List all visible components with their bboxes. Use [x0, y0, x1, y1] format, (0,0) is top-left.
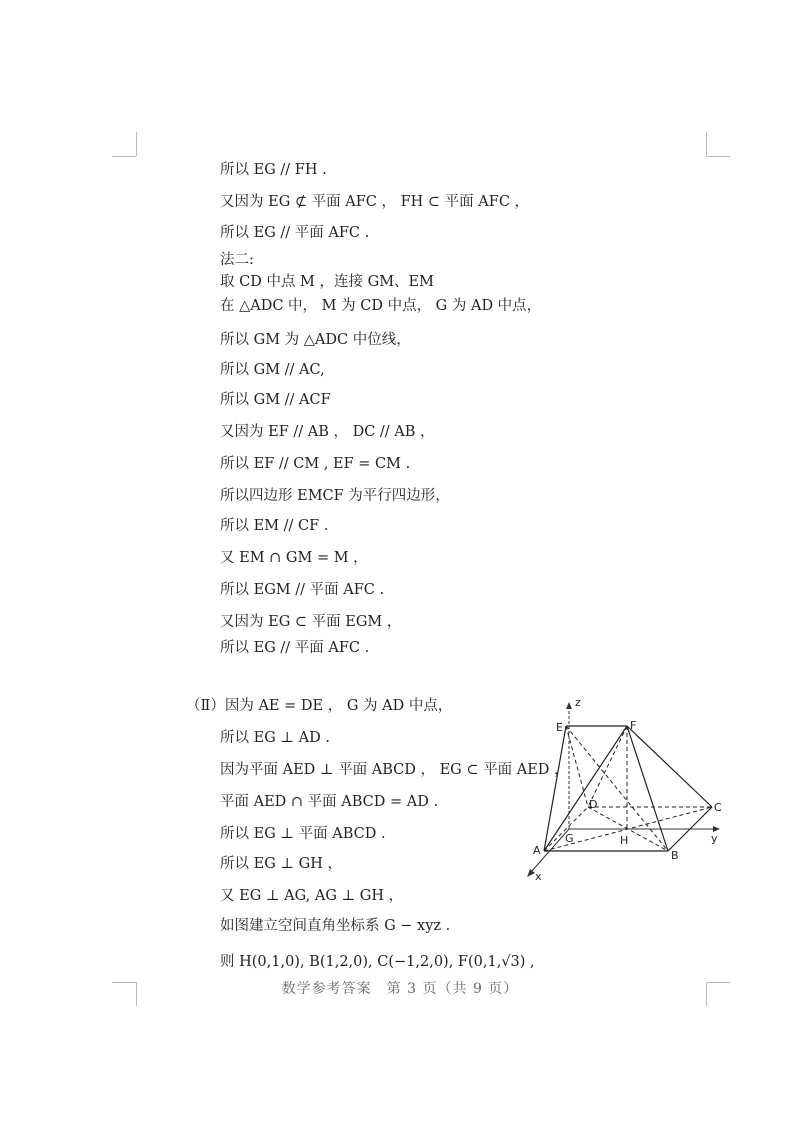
solution-line: 平面 AED ∩ 平面 ABCD = AD . [220, 794, 439, 810]
label-g: G [565, 832, 574, 845]
label-d: D [589, 798, 598, 811]
solution-line: 所以 EG ⊥ GH ， [220, 856, 342, 872]
solution-line: 所以 EG ⊥ AD . [220, 730, 330, 746]
solution-line: 所以四边形 EMCF 为平行四边形， [220, 488, 450, 504]
solution-line: 所以 GM // AC, [220, 362, 325, 378]
solution-line: 所以 EG // 平面 AFC . [220, 640, 370, 656]
solution-line: 则 H(0,1,0), B(1,2,0), C(−1,2,0), F(0,1,√3) , [220, 954, 535, 970]
geometry-figure [522, 696, 732, 882]
solution-line: 所以 EM // CF . [220, 518, 329, 534]
label-x: x [535, 870, 542, 882]
solution-line: 又因为 EG ⊂ 平面 EGM ， [220, 614, 402, 630]
edge-ae [544, 726, 566, 851]
part-two-heading: （Ⅱ）因为 AE = DE ， G 为 AD 中点， [186, 698, 453, 714]
solution-line: 因为平面 AED ⊥ 平面 ABCD ， EG ⊂ 平面 AED ， [220, 762, 569, 778]
solution-line: 如图建立空间直角坐标系 G − xyz . [220, 918, 451, 934]
crop-mark-top-right [706, 156, 730, 157]
crop-mark-top-left [136, 132, 137, 156]
page-footer: 数学参考答案 第 3 页（共 9 页） [281, 981, 519, 997]
solution-line: 在 △ADC 中， M 为 CD 中点， G 为 AD 中点， [220, 298, 542, 314]
label-e: E [556, 721, 563, 734]
label-z: z [575, 696, 581, 709]
solution-line: 所以 EG // 平面 AFC . [220, 225, 370, 241]
crop-mark-top-right [706, 132, 707, 156]
solution-line: 又因为 EG ⊄ 平面 AFC ， FH ⊂ 平面 AFC ， [220, 194, 530, 210]
label-a: A [533, 844, 541, 857]
x-axis-arrow [527, 869, 535, 877]
label-y: y [711, 832, 718, 845]
z-axis-arrow [566, 702, 572, 709]
polyhedron-diagram [522, 696, 732, 882]
solution-line: 所以 GM // ACF [220, 392, 331, 408]
solution-line: 又因为 EF // AB ， DC // AB ， [220, 424, 435, 440]
segment-eb [566, 726, 668, 851]
label-b: B [671, 849, 679, 862]
label-f: F [630, 719, 637, 732]
solution-line: 所以 GM 为 △ADC 中位线， [220, 332, 411, 348]
edge-df [588, 726, 627, 807]
solution-line: 又 EM ∩ GM = M ， [220, 550, 368, 566]
solution-line: 又 EG ⊥ AG, AG ⊥ GH ， [220, 888, 404, 904]
crop-mark-top-left [112, 156, 136, 157]
solution-line: 所以 EF // CM , EF = CM . [220, 456, 411, 472]
label-h: H [620, 834, 629, 847]
label-c: C [714, 801, 722, 814]
solution-line: 取 CD 中点 M ，连接 GM、EM [220, 274, 434, 290]
solution-line: 所以 EG ⊥ 平面 ABCD . [220, 826, 386, 842]
solution-line: 所以 EG // FH . [220, 162, 327, 178]
method-heading: 法二: [220, 252, 254, 268]
solution-line: 所以 EGM // 平面 AFC . [220, 582, 385, 598]
